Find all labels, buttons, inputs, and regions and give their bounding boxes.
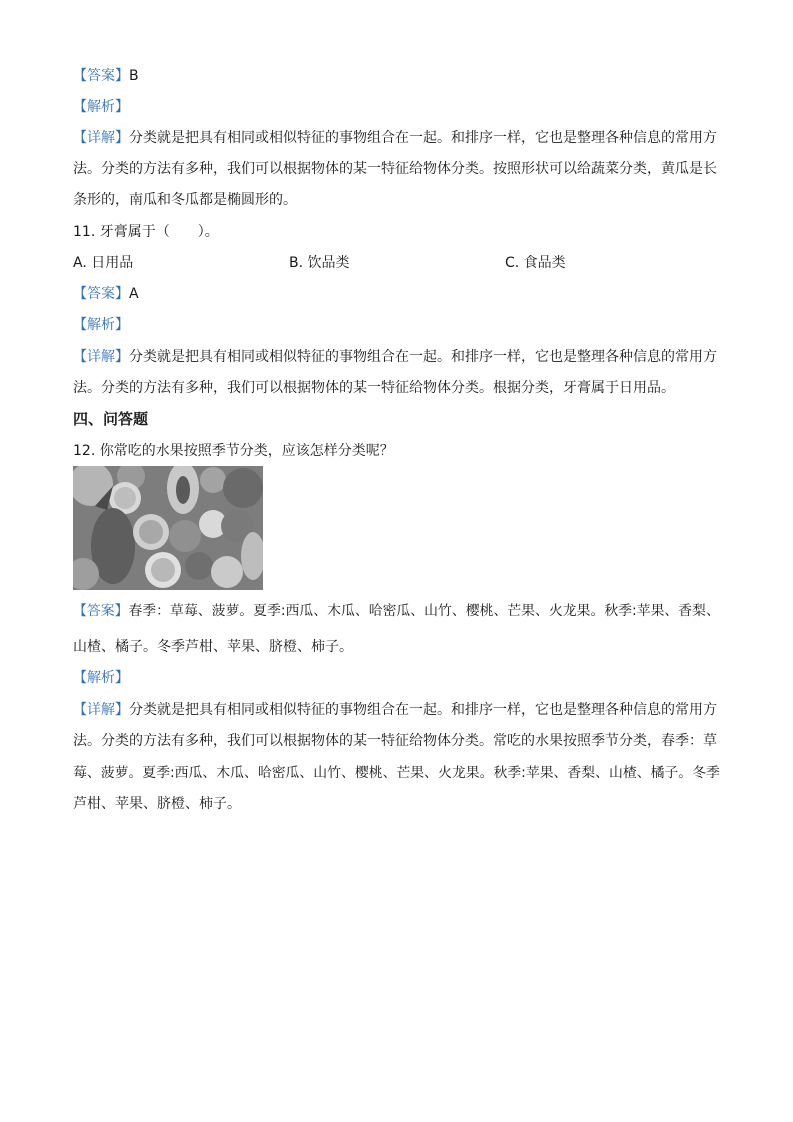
q12-detail-line-1: [73, 700, 717, 720]
answer-tag: 【答案】: [73, 68, 129, 84]
detail-text: 分类就是把具有相同或相似特征的事物组合在一起。和排序一样，它也是整理各种信息的常用方: [129, 702, 717, 718]
q12-detail-line-2: 法。分类的方法有多种，我们可以根据物体的某一特征给物体分类。常吃的水果按照季节分类，春季：草: [73, 733, 717, 749]
fruit-image: [73, 466, 263, 590]
q11-option-c: C. 食品类: [505, 255, 566, 271]
q12-question: 12. 你常吃的水果按照季节分类，应该怎样分类呢？: [73, 443, 394, 459]
q12-detail-line-3: 莓、菠萝。夏季:西瓜、木瓜、哈密瓜、山竹、樱桃、芒果、火龙果。秋季:苹果、香梨、山楂、橘子。冬季: [73, 765, 720, 781]
q11-option-b: B. 饮品类: [289, 255, 350, 271]
detail-tag: 【详解】: [73, 702, 129, 718]
detail-text: 分类就是把具有相同或相似特征的事物组合在一起。和排序一样，它也是整理各种信息的常用方: [129, 349, 717, 365]
q12-analysis-tag: 【解析】: [73, 670, 129, 686]
q10-detail-line-1: [73, 128, 717, 148]
detail-text: 分类就是把具有相同或相似特征的事物组合在一起。和排序一样，它也是整理各种信息的常用方: [129, 130, 717, 146]
q11-detail-line-1: [73, 347, 717, 367]
q10-detail-line-3: 条形的，南瓜和冬瓜都是椭圆形的。: [73, 192, 297, 208]
q11-question: 11. 牙膏属于（ ）。: [73, 224, 219, 240]
q12-answer-line-1: [73, 601, 720, 621]
answer-tag: 【答案】: [73, 603, 129, 619]
answer-value: A: [129, 286, 139, 302]
q11-option-a: A. 日用品: [73, 255, 134, 271]
q12-answer-line-2: 山楂、橘子。冬季芦柑、苹果、脐橙、柿子。: [73, 639, 353, 655]
detail-tag: 【详解】: [73, 349, 129, 365]
detail-tag: 【详解】: [73, 130, 129, 146]
q11-detail-line-2: 法。分类的方法有多种，我们可以根据物体的某一特征给物体分类。根据分类，牙膏属于日用品。: [73, 380, 675, 396]
answer-tag: 【答案】: [73, 286, 129, 302]
q11-analysis-tag: 【解析】: [73, 317, 129, 333]
q10-detail-line-2: 法。分类的方法有多种，我们可以根据物体的某一特征给物体分类。按照形状可以给蔬菜分类，黄瓜是长: [73, 161, 717, 177]
section-heading: 四、问答题: [73, 410, 149, 428]
q10-answer: [73, 66, 139, 86]
q10-analysis-tag: 【解析】: [73, 99, 129, 115]
answer-text: 春季：草莓、菠萝。夏季:西瓜、木瓜、哈密瓜、山竹、樱桃、芒果、火龙果。秋季:苹果、香梨、: [128, 603, 720, 619]
fruit-photo: [73, 466, 263, 590]
q12-detail-line-4: 芦柑、苹果、脐橙、柿子。: [73, 796, 241, 812]
answer-value: B: [129, 68, 139, 84]
q11-answer: [73, 284, 139, 304]
